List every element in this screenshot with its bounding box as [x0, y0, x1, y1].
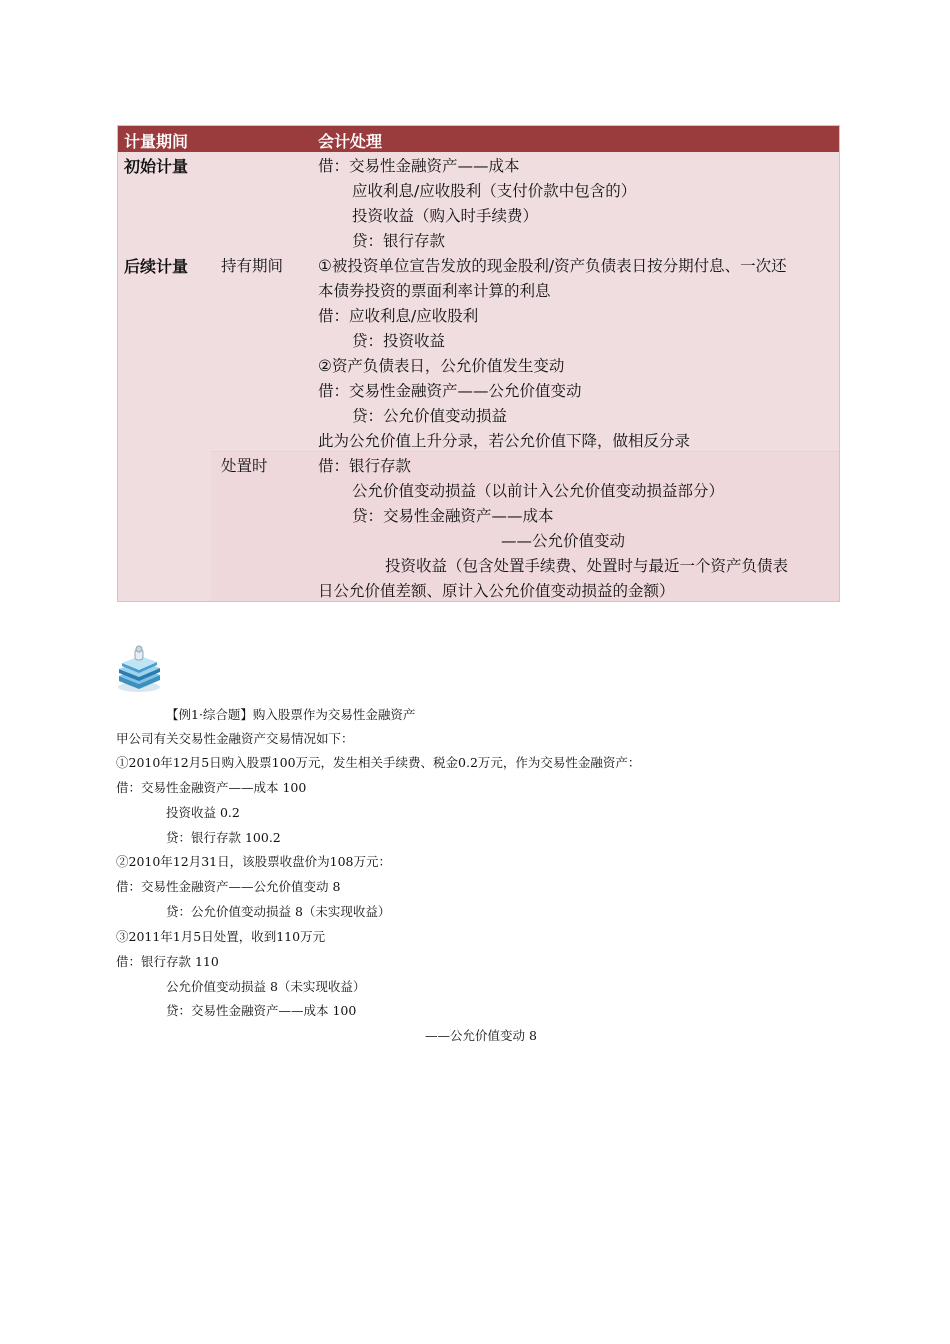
entry-line: ②资产负债表日，公允价值发生变动 — [318, 357, 565, 375]
example-line: 贷：公允价值变动损益 8（未实现收益） — [166, 904, 391, 919]
entry-line: 借：交易性金融资产——成本 — [318, 157, 520, 175]
example-line: 借：交易性金融资产——公允价值变动 8 — [116, 879, 341, 894]
entry-line: 贷：银行存款 — [352, 232, 446, 250]
entry-line: 贷：交易性金融资产——成本 — [352, 507, 554, 525]
example-line: ①2010年12月5日购入股票100万元，发生相关手续费、税金0.2万元，作为交易性金融资产： — [116, 755, 641, 770]
row-disposal — [118, 452, 839, 601]
entry-line: ①被投资单位宣告发放的现金股利/资产负债表日按分期付息、一次还 — [318, 257, 787, 275]
accounting-table — [117, 125, 840, 602]
example-line: 公允价值变动损益 8（未实现收益） — [166, 979, 366, 994]
entry-line: 贷：投资收益 — [352, 332, 446, 350]
entry-line: 本债券投资的票面利率计算的利息 — [318, 282, 551, 300]
example-line: ②2010年12月31日，该股票收盘价为108万元： — [116, 854, 391, 869]
example-line: ③2011年1月5日处置，收到110万元 — [116, 929, 326, 944]
entry-line: 借：银行存款 — [318, 457, 412, 475]
cell-background — [118, 452, 211, 601]
label-disposal: 处置时 — [221, 457, 268, 475]
entry-line: 借：交易性金融资产——公允价值变动 — [318, 382, 582, 400]
entry-line: ——公允价值变动 — [501, 532, 626, 550]
label-initial-measurement: 初始计量 — [124, 157, 189, 176]
entry-line: 公允价值变动损益（以前计入公允价值变动损益部分） — [352, 482, 725, 500]
entry-line: 借：应收利息/应收股利 — [318, 307, 479, 325]
entry-line: 投资收益（包含处置手续费、处置时与最近一个资产负债表 — [385, 557, 789, 575]
row-holding-period — [118, 252, 839, 452]
label-subsequent-measurement: 后续计量 — [124, 257, 189, 276]
holding-entries — [318, 254, 834, 454]
disposal-entries — [318, 454, 834, 604]
entry-line: 日公允价值差额、原计入公允价值变动损益的金额） — [318, 582, 675, 600]
header-period: 计量期间 — [124, 132, 189, 151]
header-treatment: 会计处理 — [318, 132, 383, 151]
table-header — [118, 126, 839, 152]
example-line: ——公允价值变动 8 — [425, 1028, 537, 1043]
row-initial-measurement — [118, 152, 839, 252]
entry-line: 贷：公允价值变动损益 — [352, 407, 508, 425]
entry-line: 应收利息/应收股利（支付价款中包含的） — [352, 182, 637, 200]
example-line: 贷：银行存款 100.2 — [166, 830, 281, 845]
entry-line: 投资收益（购入时手续费） — [352, 207, 539, 225]
label-holding-period: 持有期间 — [221, 257, 284, 275]
example-title: 【例1·综合题】购入股票作为交易性金融资产 — [166, 707, 416, 722]
example-line: 投资收益 0.2 — [166, 805, 240, 820]
example-line: 贷：交易性金融资产——成本 100 — [166, 1003, 357, 1018]
example-intro: 甲公司有关交易性金融资产交易情况如下： — [116, 731, 354, 746]
book-stack-icon — [116, 645, 162, 693]
initial-entries — [318, 154, 834, 254]
example-line: 借：交易性金融资产——成本 100 — [116, 780, 307, 795]
example-line: 借：银行存款 110 — [116, 954, 219, 969]
entry-line: 此为公允价值上升分录，若公允价值下降，做相反分录 — [318, 432, 691, 450]
